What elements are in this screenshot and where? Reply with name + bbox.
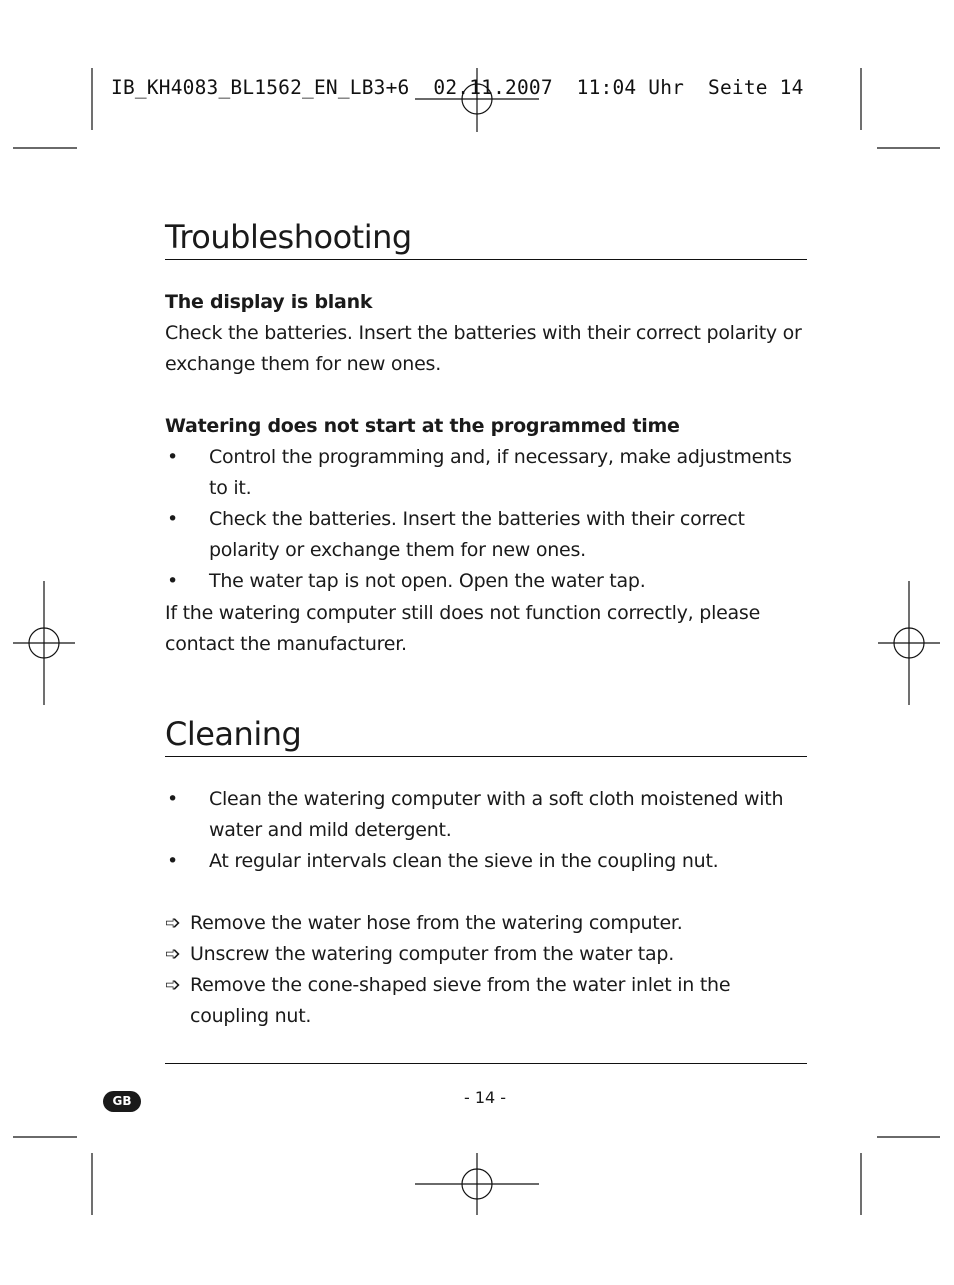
bullet-icon: • [167, 850, 178, 872]
page-number: - 14 - [463, 1088, 507, 1107]
print-slug: IB_KH4083_BL1562_EN_LB3+6 02.11.2007 11:04 Uhr Seite 14 [111, 76, 804, 99]
list-item-text: Check the batteries. Insert the batteries with their correct polarity or exchange them for new ones. [209, 508, 745, 561]
step-item [165, 939, 785, 970]
step-item [165, 970, 785, 1032]
list-item [165, 442, 815, 504]
blank-display-text: Check the batteries. Insert the batteries with their correct polarity or exchange them for new ones. [165, 322, 802, 375]
step-text: Unscrew the watering computer from the water tap. [190, 943, 674, 965]
list-item [165, 504, 815, 566]
list-item [165, 846, 815, 877]
list-item [165, 784, 815, 846]
watering-heading: Watering does not start at the programmed time [165, 415, 680, 437]
bullet-icon: • [167, 788, 178, 810]
footer-rule [165, 1063, 807, 1064]
bullet-icon: • [167, 508, 178, 530]
watering-bullets [165, 442, 815, 597]
step-text: Remove the cone-shaped sieve from the water inlet in the coupling nut. [190, 974, 731, 1027]
troubleshooting-title: Troubleshooting [165, 218, 412, 256]
cleaning-steps [165, 908, 785, 1032]
troubleshooting-rule [165, 259, 807, 260]
step-text: Remove the water hose from the watering computer. [190, 912, 683, 934]
list-item [165, 566, 815, 597]
list-item-text: Clean the watering computer with a soft cloth moistened with water and mild detergent. [209, 788, 784, 841]
arrow-right-icon: ➩ [165, 974, 181, 996]
contact-note: If the watering computer still does not function correctly, please contact the manufacturer. [165, 602, 761, 655]
arrow-right-icon: ➩ [165, 943, 181, 965]
cleaning-rule [165, 756, 807, 757]
step-item [165, 908, 785, 939]
list-item-text: At regular intervals clean the sieve in the coupling nut. [209, 850, 719, 872]
arrow-right-icon: ➩ [165, 912, 181, 934]
blank-display-heading: The display is blank [165, 291, 373, 313]
cleaning-bullets [165, 784, 815, 877]
language-badge: GB [103, 1091, 141, 1112]
bullet-icon: • [167, 570, 178, 592]
list-item-text: Control the programming and, if necessary, make adjustments to it. [209, 446, 792, 499]
bullet-icon: • [167, 446, 178, 468]
cleaning-title: Cleaning [165, 715, 302, 753]
list-item-text: The water tap is not open. Open the water tap. [209, 570, 646, 592]
